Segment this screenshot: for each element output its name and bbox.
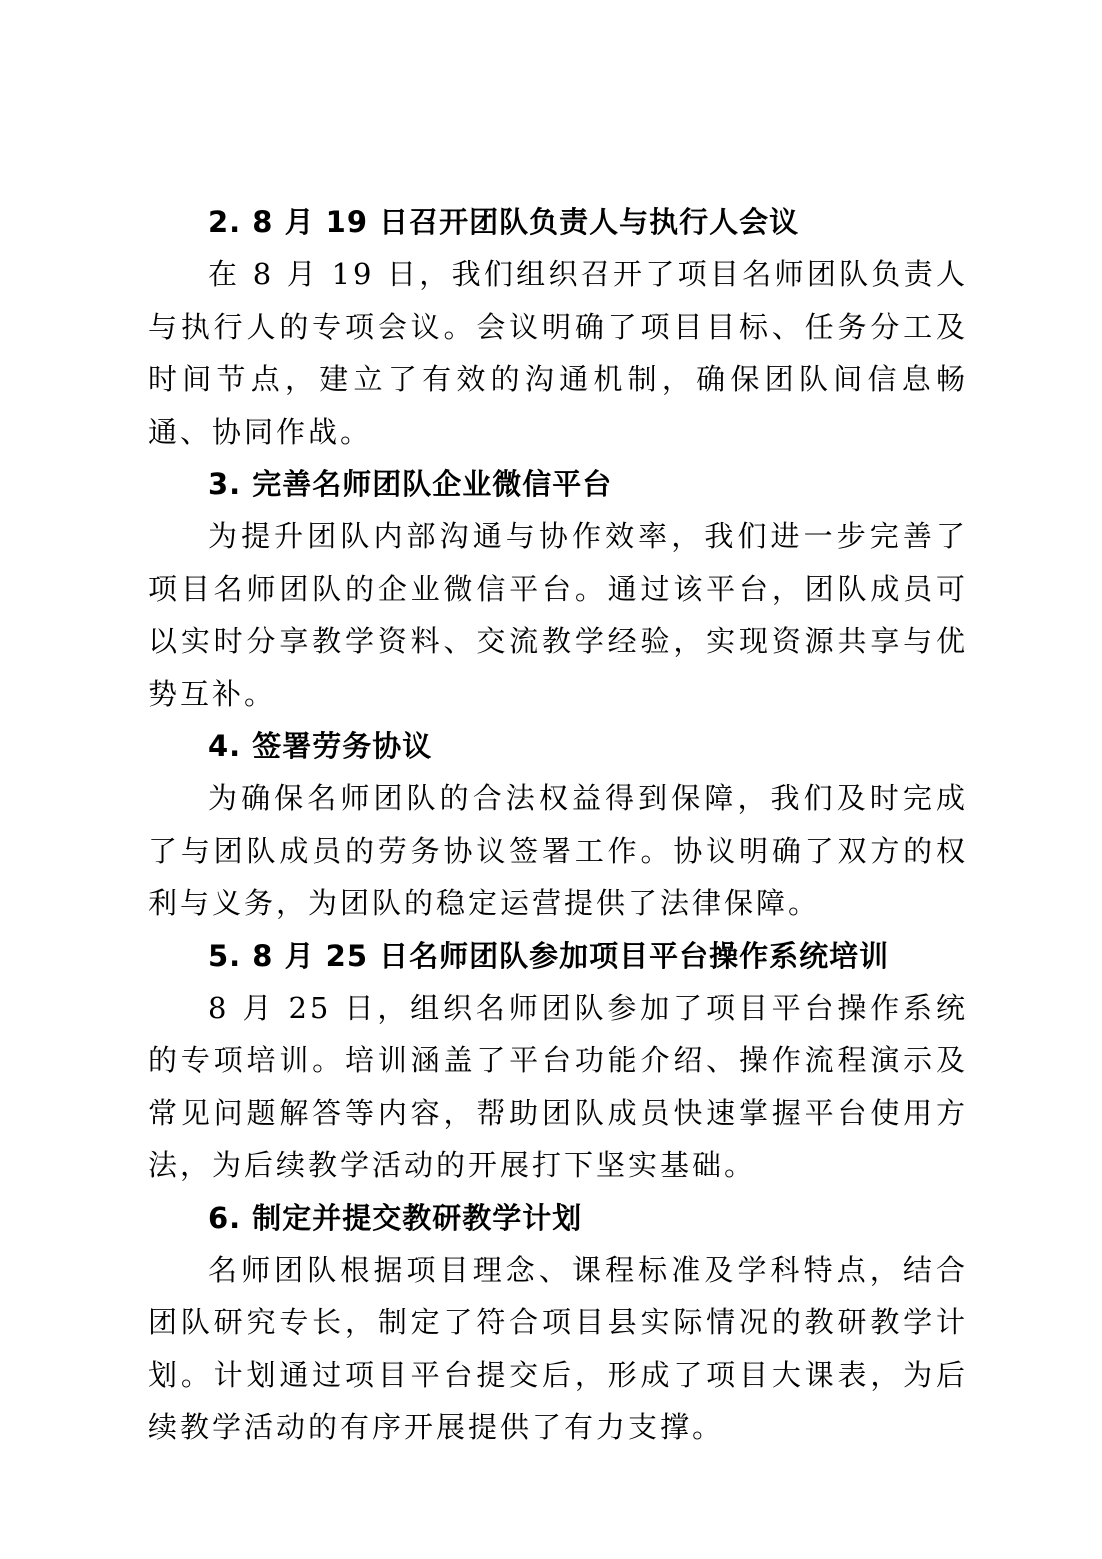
section-heading: 2. 8 月 19 日召开团队负责人与执行人会议 <box>208 205 800 239</box>
section-paragraph: 为提升团队内部沟通与协作效率，我们进一步完善了项目名师团队的企业微信平台。通过该平台，团队成员可以实时分享教学资料、交流教学经验，实现资源共享与优势互补。 <box>148 519 968 711</box>
section-paragraph: 在 8 月 19 日，我们组织召开了项目名师团队负责人与执行人的专项会议。会议明确了项目目标、任务分工及时间节点，建立了有效的沟通机制，确保团队间信息畅通、协同作战。 <box>148 257 968 449</box>
section-paragraph: 8 月 25 日，组织名师团队参加了项目平台操作系统的专项培训。培训涵盖了平台功能介绍、操作流程演示及常见问题解答等内容，帮助团队成员快速掌握平台使用方法，为后续教学活动的开展打下坚实基础。 <box>148 990 968 1182</box>
section-platform-training <box>148 930 968 1192</box>
section-heading: 6. 制定并提交教研教学计划 <box>208 1200 583 1235</box>
section-labor-agreement <box>148 720 968 930</box>
document-page <box>148 196 968 1454</box>
section-paragraph: 名师团队根据项目理念、课程标准及学科特点，结合团队研究专长，制定了符合项目县实际情况的教研教学计划。计划通过项目平台提交后，形成了项目大课表，为后续教学活动的有序开展提供了有力支撑。 <box>148 1252 968 1444</box>
section-heading: 3. 完善名师团队企业微信平台 <box>208 467 613 501</box>
section-teaching-plan <box>148 1192 968 1454</box>
section-wechat-platform <box>148 458 968 720</box>
section-heading: 4. 签署劳务协议 <box>208 729 433 763</box>
section-meeting <box>148 196 968 458</box>
section-paragraph: 为确保名师团队的合法权益得到保障，我们及时完成了与团队成员的劳务协议签署工作。协议明确了双方的权利与义务，为团队的稳定运营提供了法律保障。 <box>148 781 968 920</box>
section-heading: 5. 8 月 25 日名师团队参加项目平台操作系统培训 <box>208 938 890 973</box>
